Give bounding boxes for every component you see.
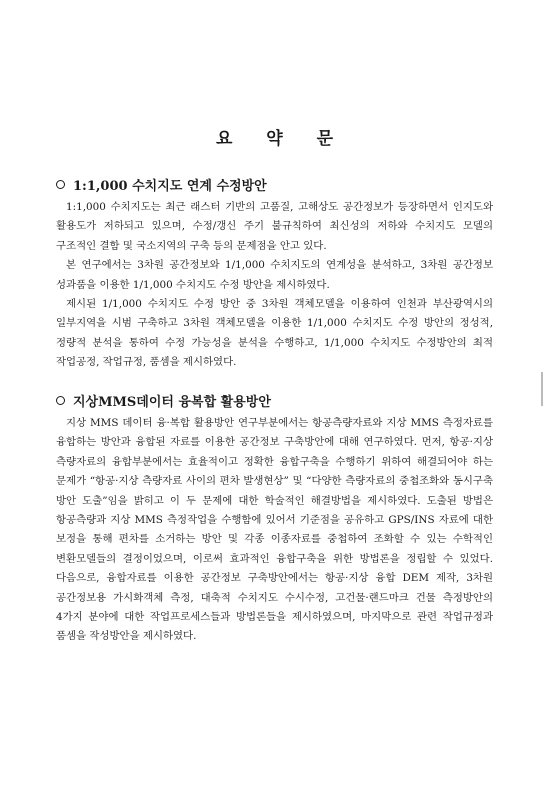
section-heading: [56, 390, 493, 410]
paragraph: 본 연구에서는 3차원 공간정보와 1/1,000 수치지도의 연계성을 분석하고, 3차원 공간정보 성과품을 이용한 1/1,000 수치지도 수정 방안을 제시하였다.: [56, 259, 493, 291]
section-1: [56, 174, 493, 373]
section-heading-text: 1:1,000 수치지도 연계 수정방안: [73, 178, 267, 194]
paragraph: 지상 MMS 데이터 융·복합 활용방안 연구부분에서는 항공측량자료와 지상 MMS 측정자료를 융합하는 방안과 융합된 자료를 이용한 공간정보 구축방안에 대해 연구하였다. 먼저, 항공·지상 측량자료의 융합부분에서는 효율적이고 정확한 융합구축을 수행하기 위하여 해결되어야 하는 문제가 “항공·지상 측량자료 사이의 편차 발생현상” 및 “다양한 측량자료의 중첩조화와 동시구축 방안 도출”임을 밝히고 이 두 문제에 대한 학술적인 해결방법을 제시하였다. 도출된 방법은 항공측량과 지상 MMS 측정작업을 수행함에 있어서 기준점을 공유하고 GPS/INS 자료에 대한 보정을 통해 편차를 소거하는 방안 및 각종 이종자료를 중첩하여 조화할 수 있는 수학적인 변환모델들의 결정이었으며, 이로써 효과적인 융합구축을 위한 방법론을 정립할 수 있었다. 다음으로, 융합자료를 이용한 공간정보 구축방안에서는 항공·지상 융합 DEM 제작, 3차원 공간정보용 가시화객체 측정, 대축적 수치지도 수시수정, 고건물·랜드마크 건물 측정방안의 4가지 분야에 대한 작업프로세스들과 방법론들을 제시하였으며, 마지막으로 관련 작업규정과 품셈을 작성방안을 제시하였다.: [56, 417, 493, 643]
circle-bullet-icon: [56, 396, 65, 405]
section-2: [56, 390, 493, 647]
section-heading-text: 지상MMS데이터 융복합 활용방안: [73, 394, 271, 410]
page-edge-mark: [541, 372, 543, 406]
circle-bullet-icon: [56, 180, 65, 189]
section-heading: [56, 174, 493, 194]
paragraph: 1:1,000 수치지도는 최근 래스터 기반의 고품질, 고해상도 공간정보가 등장하면서 인지도와 활용도가 저하되고 있으며, 수정/갱신 주기 불규칙하여 최신성의 저하와 수치지도 모델의 구조적인 결함 및 국소지역의 구축 등의 문제점을 안고 있다.: [56, 201, 493, 252]
paragraph: 제시된 1/1,000 수치지도 수정 방안 중 3차원 객체모델을 이용하여 인천과 부산광역시의 일부지역을 시범 구축하고 3차원 객체모델을 이용한 1/1,000 수치지도 수정 방안의 정성적, 정량적 분석을 통하여 수정 가능성을 분석을 수행하고, 1/1,000 수치지도 수정방안의 최적 작업공정, 작업규정, 품셈을 제시하였다.: [56, 298, 493, 369]
page-title: 요 약 문: [215, 129, 348, 149]
